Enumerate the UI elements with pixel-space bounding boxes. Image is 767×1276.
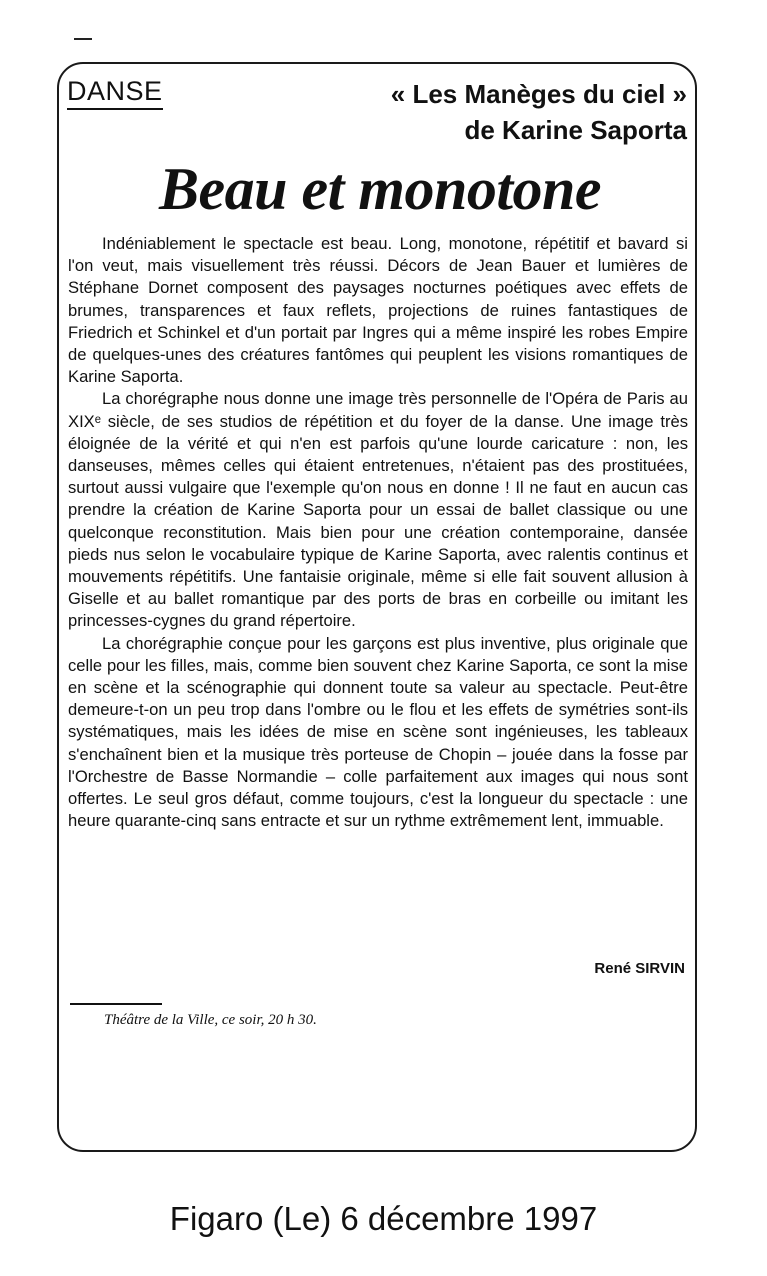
- author-signature: René SIRVIN: [594, 960, 685, 977]
- rubric-label: DANSE: [67, 76, 163, 110]
- divider-rule: [70, 1003, 162, 1005]
- paragraph-2: La chorégraphe nous donne une image très personnelle de l'Opéra de Paris au XIXᵉ siècle, de ses studios de répétition et du foyer de la danse. Une image très éloignée de la vérité et qui n'en est parfois qu'une lourde caricature : non, les danseuses, mêmes celles qui étaient entretenues, n'étaient pas des prostituées, surtout aussi vulgaire que l'exemple qu'on nous en donne ! Il ne faut en aucun cas prendre la création de Karine Saporta pour un essai de ballet classique ou une quelconque reconstitution. Mais bien pour une création contemporaine, dansée pieds nus selon le vocabulaire typique de Karine Saporta, avec ralentis continus et mouvements répétitifs. Une fantaisie originale, même si elle fait souvent allusion à Giselle et au ballet romantique par des ports de bras en corbeille ou imitant les princesses-cygnes du grand répertoire.: [68, 389, 688, 631]
- subtitle-line-2: de Karine Saporta: [464, 115, 687, 145]
- article-body: [68, 233, 688, 832]
- paragraph-3: La chorégraphie conçue pour les garçons est plus inventive, plus originale que celle pour les filles, mais, comme bien souvent chez Karine Saporta, ce sont la mise en scène et la scénographie qui donnent toute sa valeur au spectacle. Peut-être demeure-t-on un peu trop dans l'ombre ou le flou et les effets de symétries sont-ils systématiques, mais les idées de mise en scène sont ingénieuses, les tableaux s'enchaînent bien et la musique très porteuse de Chopin – jouée dans la fosse par l'Orchestre de Basse Normandie – colle parfaitement aux images qui nous sont offertes. Le seul gros défaut, comme toujours, c'est la longueur du spectacle : une heure quarante-cinq sans entracte et sur un rythme extrêmement lent, immuable.: [68, 633, 688, 831]
- subtitle-line-1: « Les Manèges du ciel »: [390, 79, 687, 109]
- venue-info: Théâtre de la Ville, ce soir, 20 h 30.: [104, 1012, 317, 1028]
- headline: Beau et monotone: [158, 156, 602, 222]
- source-caption: Figaro (Le) 6 décembre 1997: [169, 1200, 598, 1237]
- article-subtitle: [391, 76, 687, 148]
- paragraph-1: Indéniablement le spectacle est beau. Long, monotone, répétitif et bavard si l'on veut, mais visuellement très réussi. Décors de Jean Bauer et lumières de Stéphane Dornet composent des paysages nocturnes poétiques avec effets de brumes, transparences et faux reflets, projections de ruines fantastiques de Friedrich et Schinkel et d'un portait par Ingres qui a même inspiré les robes Empire de quelques-unes des créatures fantômes qui peuplent les visions romantiques de Karine Saporta.: [68, 234, 688, 387]
- top-mark: [74, 38, 92, 40]
